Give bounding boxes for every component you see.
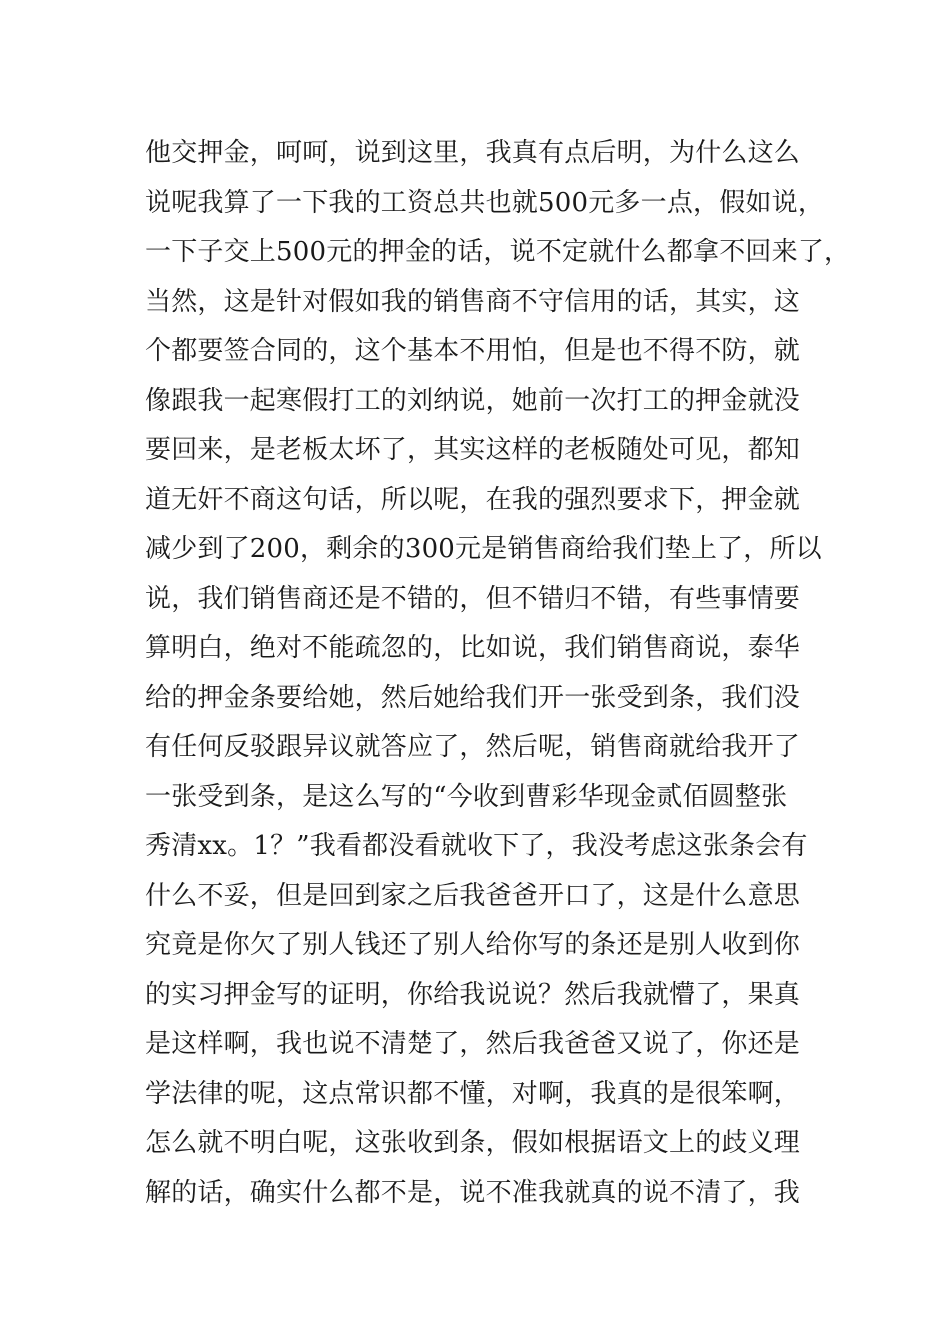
text-line: 当然，这是针对假如我的销售商不守信用的话，其实，这: [145, 286, 801, 317]
text-line: 个都要签合同的，这个基本不用怕，但是也不得不防，就: [145, 336, 801, 366]
text-line: 说呢我算了一下我的工资总共也就500元多一点，假如说，: [145, 187, 825, 218]
text-line: 怎么就不明白呢，这张收到条，假如根据语文上的歧义理: [145, 1128, 801, 1158]
text-line: 算明白，绝对不能疏忽的，比如说，我们销售商说，泰华: [145, 633, 801, 663]
text-line: 是这样啊，我也说不清楚了，然后我爸爸又说了，你还是: [145, 1029, 801, 1059]
text-line: 减少到了200，剩余的300元是销售商给我们垫上了，所以: [145, 534, 822, 564]
text-line: 有任何反驳跟异议就答应了，然后呢，销售商就给我开了: [145, 732, 801, 762]
text-line: 他交押金，呵呵，说到这里，我真有点后明，为什么这么: [145, 138, 801, 168]
text-line: 像跟我一起寒假打工的刘纳说，她前一次打工的押金就没: [145, 385, 801, 416]
text-line: 要回来，是老板太坏了，其实这样的老板随处可见，都知: [145, 435, 801, 465]
body-text: [145, 129, 851, 1218]
text-line: 学法律的呢，这点常识都不懂，对啊，我真的是很笨啊，: [145, 1078, 801, 1109]
text-line: 秀清xx。1？”我看都没看就收下了，我没考虑这张条会有: [145, 831, 808, 861]
text-line: 什么不妥，但是回到家之后我爸爸开口了，这是什么意思: [145, 880, 801, 911]
text-line: 道无奸不商这句话，所以呢，在我的强烈要求下，押金就: [145, 484, 801, 515]
text-line: 给的押金条要给她，然后她给我们开一张受到条，我们没: [145, 682, 801, 713]
text-line: 解的话，确实什么都不是，说不准我就真的说不清了，我: [145, 1177, 801, 1208]
text-line: 说，我们销售商还是不错的，但不错归不错，有些事情要: [145, 583, 801, 614]
text-line: 究竟是你欠了别人钱还了别人给你写的条还是别人收到你: [145, 930, 801, 960]
text-line: 一张受到条，是这么写的“今收到曹彩华现金贰佰圆整张: [145, 781, 788, 812]
text-line: 一下子交上500元的押金的话，说不定就什么都拿不回来了，: [145, 237, 851, 267]
text-line: 的实习押金写的证明，你给我说说？然后我就懵了，果真: [145, 979, 801, 1010]
